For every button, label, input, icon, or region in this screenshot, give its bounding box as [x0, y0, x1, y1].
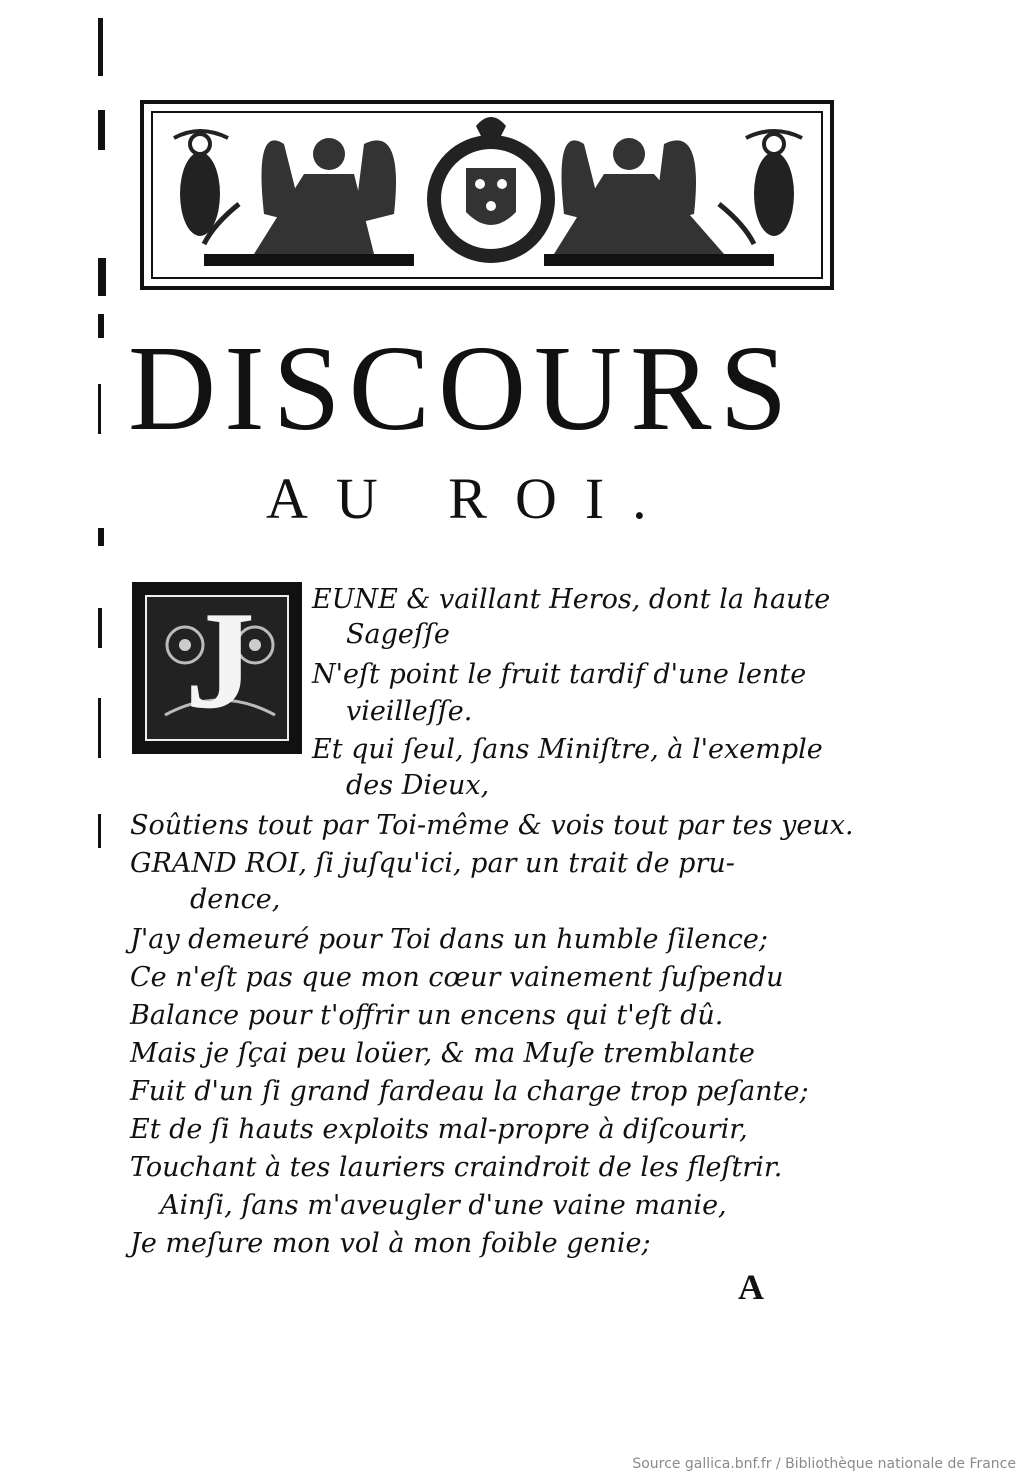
poem-line: Et de ſi hauts exploits mal-propre à diſcourir,	[130, 1114, 748, 1145]
poem-line: Fuit d'un ſi grand fardeau la charge trop peſante;	[130, 1076, 809, 1107]
poem-line: Mais je ſçai peu loüer, & ma Muſe tremblante	[130, 1038, 755, 1069]
poem-line: Ce n'eſt pas que mon cœur vainement ſuſpendu	[130, 962, 784, 993]
poem-line: Touchant à tes lauriers craindroit de les fleſtrir.	[130, 1152, 783, 1183]
poem-line: Je meſure mon vol à mon foible genie;	[130, 1228, 651, 1259]
poem-line: Et qui ſeul, ſans Miniſtre, à l'exemple	[312, 734, 823, 765]
poem-line: J'ay demeuré pour Toi dans un humble ſilence;	[130, 924, 768, 955]
source-credit: Source gallica.bnf.fr / Bibliothèque nationale de France	[632, 1456, 1016, 1472]
page-subtitle: AU ROI.	[266, 466, 675, 531]
poem-line: GRAND ROI, ſi juſqu'ici, par un trait de pru-	[130, 848, 735, 879]
drop-cap-letter: J	[185, 583, 255, 738]
poem-line: Sageſſe	[346, 619, 450, 650]
poem-line: Balance pour t'offrir un encens qui t'eſt dû.	[130, 1000, 724, 1031]
poem-line: EUNE & vaillant Heros, dont la haute	[312, 584, 831, 615]
poem-line: Soûtiens tout par Toi-même & vois tout par tes yeux.	[130, 810, 854, 841]
poem-line: vieilleſſe.	[346, 696, 473, 727]
poem-line: N'eſt point le fruit tardif d'une lente	[312, 659, 807, 690]
poem-line: Ainſi, ſans m'aveugler d'une vaine manie,	[160, 1190, 727, 1221]
poem-line: des Dieux,	[346, 770, 490, 801]
page-title: DISCOURS	[128, 321, 796, 456]
poem-line: dence,	[190, 884, 281, 915]
signature-mark: A	[738, 1267, 764, 1307]
